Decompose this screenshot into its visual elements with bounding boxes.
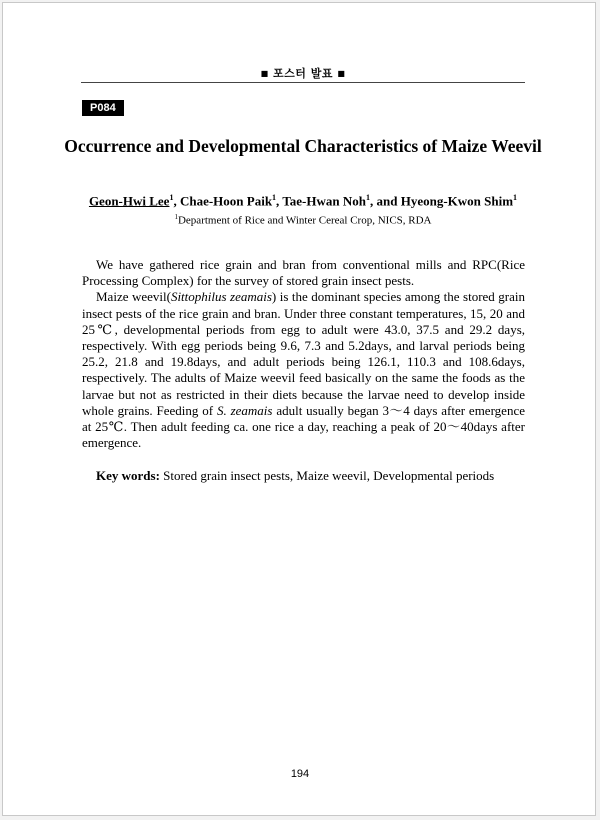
- header-divider: [81, 82, 525, 83]
- affiliation-sup: 1: [174, 213, 178, 221]
- author-separator: ,: [173, 193, 180, 209]
- author-name: Chae-Hoon Paik: [179, 193, 273, 209]
- author-name: Hyeong-Kwon Shim: [400, 193, 514, 209]
- author-affil-sup: 1: [366, 193, 370, 202]
- author-affil-sup: 1: [272, 193, 277, 202]
- author-name: Geon-Hwi Lee: [88, 193, 170, 209]
- abstract-text: Maize weevil(: [96, 289, 171, 305]
- page-number: 194: [290, 768, 310, 780]
- section-label: 포스터 발표: [273, 67, 333, 80]
- species-name: Sittophilus zeamais: [170, 289, 272, 305]
- abstract-text: ) is the dominant species among the stored grain insect pests of the rice grain and bran. Under three constant temperatures, 15, 20 and 25℃, developmental periods from egg to adult were 43.0, 37.5 and 29.2 days, respectively. With egg periods being 9.6, 7.3 and 5.2days, and larval periods being 25.2, 21.8 and 19.8days, and adult periods being 126.1, 110.3 and 108.6days, respectively. The adults of Maize weevil feed basically on the same the foods as the larvae but not as restricted in their diets because the larvae need to develop inside whole grains. Feeding of: [82, 289, 525, 418]
- keywords-line: [82, 468, 525, 484]
- section-header: [81, 65, 525, 81]
- abstract-paragraph: [82, 289, 525, 451]
- keywords-label: Key words:: [96, 468, 160, 483]
- author-separator: , and: [370, 193, 401, 209]
- square-bullet-icon: ■: [337, 69, 346, 78]
- author-list: [63, 190, 543, 209]
- square-bullet-icon: ■: [260, 69, 269, 78]
- affiliation: [63, 210, 543, 228]
- paper-page: [2, 2, 596, 816]
- affiliation-text: Department of Rice and Winter Cereal Crop, NICS, RDA: [177, 214, 432, 227]
- keywords-text: Stored grain insect pests, Maize weevil, Developmental periods: [159, 468, 495, 483]
- paper-title: Occurrence and Developmental Characteristics of Maize Weevil: [64, 136, 542, 156]
- author-name: Tae-Hwan Noh: [282, 193, 366, 209]
- author-separator: ,: [276, 193, 283, 209]
- abstract-text: adult usually began 3～4 days after emergence at 25℃. Then adult feeding ca. one rice a day, reaching a peak of 20～40days after emergence.: [82, 402, 525, 451]
- abstract-paragraph: We have gathered rice grain and bran from conventional mills and RPC(Rice Processing Complex) for the survey of stored grain insect pests.: [82, 257, 525, 289]
- abstract-body: [82, 257, 525, 451]
- poster-code-badge: P084: [82, 100, 124, 116]
- author-affil-sup: 1: [513, 193, 518, 202]
- species-name: S. zeamais: [216, 402, 273, 418]
- author-affil-sup: 1: [169, 193, 174, 202]
